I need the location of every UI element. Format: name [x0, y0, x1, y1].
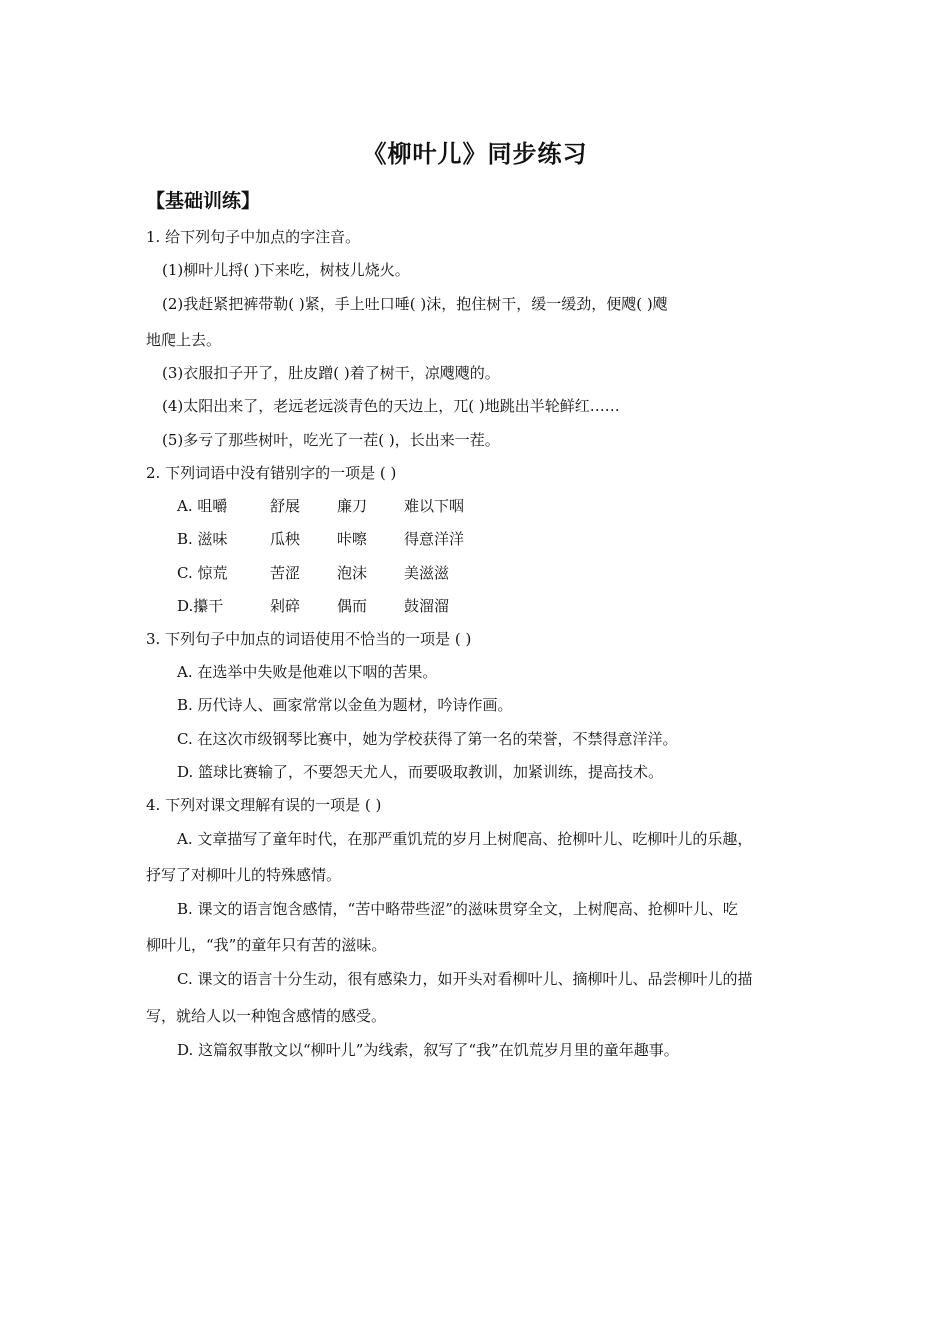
q3-stem: 3. 下列句子中加点的词语使用不恰当的一项是 ( )	[146, 630, 472, 648]
q3-option-c: C. 在这次市级钢琴比赛中，她为学校获得了第一名的荣誉，不禁得意洋洋。	[177, 730, 678, 748]
q4-option-d: D. 这篇叙事散文以“柳叶儿”为线索，叙写了“我”在饥荒岁月里的童年趣事。	[177, 1041, 679, 1059]
q1-sentence-2: (2)我赶紧把裤带勒( )紧，手上吐口唾( )沫，抱住树干，缓一缓劲，便飕( )飕	[162, 295, 668, 313]
q2-option-a-word-2: 舒展	[270, 497, 301, 515]
q1-sentence-1: (1)柳叶儿捋( )下来吃，树枝儿烧火。	[162, 261, 410, 279]
q2-option-d-word-3: 偶而	[337, 597, 368, 615]
section-heading: 【基础训练】	[146, 190, 261, 212]
q3-option-b: B. 历代诗人、画家常常以金鱼为题材，吟诗作画。	[177, 696, 513, 714]
q1-sentence-2-cont: 地爬上去。	[146, 331, 222, 349]
q1-sentence-5: (5)多亏了那些树叶，吃光了一茬( )，长出来一茬。	[162, 431, 500, 449]
q2-stem: 2. 下列词语中没有错别字的一项是 ( )	[146, 464, 397, 482]
q2-option-b-word-2: 瓜秧	[270, 530, 301, 548]
q2-option-c-word-2: 苦涩	[270, 564, 301, 582]
q2-option-a-word-3: 廉刀	[337, 497, 368, 515]
q2-option-c-word-4: 美滋滋	[404, 564, 450, 582]
q4-option-b-cont: 柳叶儿，“我”的童年只有苦的滋味。	[146, 936, 387, 954]
q2-option-c-word-3: 泡沫	[337, 564, 368, 582]
q2-option-d-word-1: D.攥干	[177, 597, 224, 615]
q2-option-a-word-1: A. 咀嚼	[177, 497, 228, 515]
q1-sentence-4: (4)太阳出来了，老远老远淡青色的天边上，兀( )地跳出半轮鲜红……	[162, 397, 620, 415]
q2-option-d-word-4: 鼓溜溜	[404, 597, 450, 615]
q2-option-d-word-2: 剁碎	[270, 597, 301, 615]
q1-stem: 1. 给下列句子中加点的字注音。	[146, 228, 361, 246]
q4-option-a-cont: 抒写了对柳叶儿的特殊感情。	[146, 866, 342, 884]
page-title: 《柳叶儿》同步练习	[362, 140, 588, 168]
q1-sentence-3: (3)衣服扣子开了，肚皮蹭( )着了树干，凉飕飕的。	[162, 364, 500, 382]
q2-option-b-word-4: 得意洋洋	[404, 530, 465, 548]
q3-option-d: D. 篮球比赛输了，不要怨天尤人，而要吸取教训，加紧训练，提高技术。	[177, 763, 664, 781]
q3-option-a: A. 在选举中失败是他难以下咽的苦果。	[177, 663, 438, 681]
q2-option-c-word-1: C. 惊荒	[177, 564, 228, 582]
q2-option-b-word-1: B. 滋味	[177, 530, 228, 548]
q4-stem: 4. 下列对课文理解有误的一项是 ( )	[146, 796, 382, 814]
q4-option-b: B. 课文的语言饱含感情，“苦中略带些涩”的滋味贯穿全文，上树爬高、抢柳叶儿、吃	[177, 900, 738, 918]
q2-option-b-word-3: 咔嚓	[337, 530, 368, 548]
q2-option-a-word-4: 难以下咽	[404, 497, 465, 515]
q4-option-c: C. 课文的语言十分生动，很有感染力，如开头对看柳叶儿、摘柳叶儿、品尝柳叶儿的描	[177, 970, 753, 988]
q4-option-a: A. 文章描写了童年时代，在那严重饥荒的岁月上树爬高、抢柳叶儿、吃柳叶儿的乐趣，	[177, 830, 753, 848]
q4-option-c-cont: 写，就给人以一种饱含感情的感受。	[146, 1007, 387, 1025]
